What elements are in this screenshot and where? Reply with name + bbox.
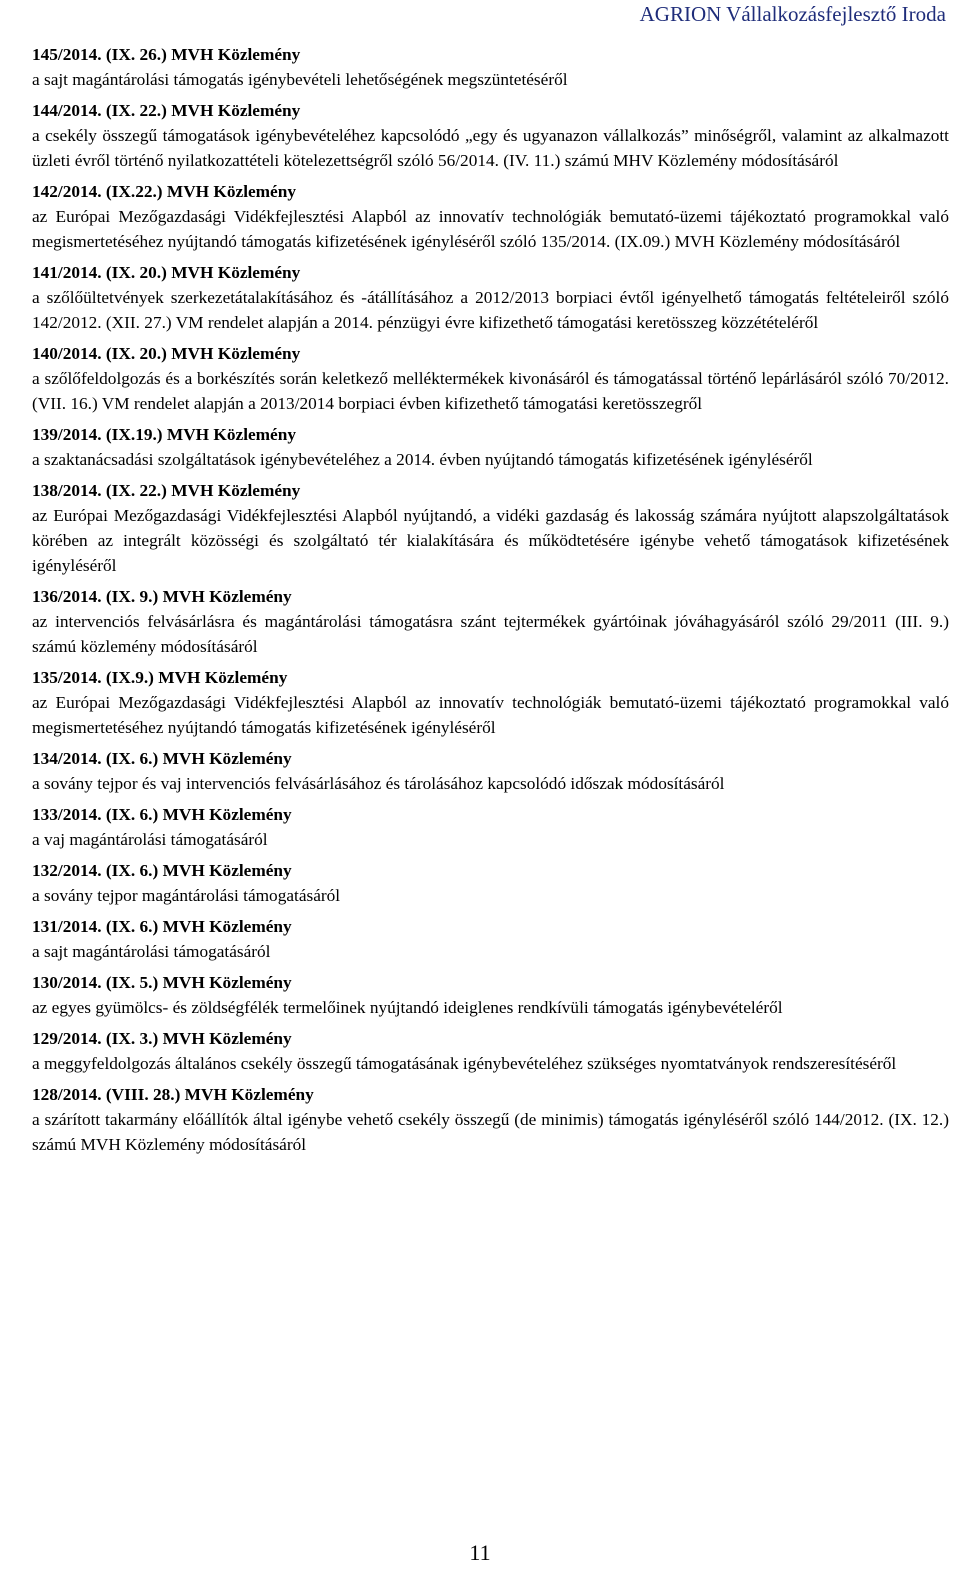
announcement-entry [32,478,949,578]
announcement-title: 130/2014. (IX. 5.) MVH Közlemény [32,973,292,992]
announcement-description: a vaj magántárolási támogatásáról [32,830,268,849]
announcement-description: a sajt magántárolási támogatásáról [32,942,271,961]
announcement-title: 144/2014. (IX. 22.) MVH Közlemény [32,101,301,120]
announcement-entry [32,746,949,796]
announcement-title: 136/2014. (IX. 9.) MVH Közlemény [32,587,292,606]
announcement-title: 142/2014. (IX.22.) MVH Közlemény [32,182,296,201]
announcement-description: a meggyfeldolgozás általános csekély összegű támogatásának igénybevételéhez szükséges nyomtatványok rendszeresítéséről [32,1054,897,1073]
announcement-entry [32,42,949,92]
announcement-title: 134/2014. (IX. 6.) MVH Közlemény [32,749,292,768]
announcement-description: az Európai Mezőgazdasági Vidékfejlesztési Alapból az innovatív technológiák bemutató-üzemi tájékoztató programokkal való megismertetéséhez nyújtandó támogatás kifizetésének igényléséről szóló 135/2014. (IX.09.) MVH Közlemény módosításáról [32,207,949,251]
announcement-title: 138/2014. (IX. 22.) MVH Közlemény [32,481,301,500]
announcement-entry [32,341,949,416]
announcement-entry [32,179,949,254]
announcement-list [32,42,949,1163]
announcement-description: a szőlőfeldolgozás és a borkészítés során keletkező melléktermékek kivonásáról és támogatással történő lepárlásáról szóló 70/2012. (VII. 16.) VM rendelet alapján a 2013/2014 borpiaci évben kifizethető támogatási keretösszegről [32,369,949,413]
announcement-title: 135/2014. (IX.9.) MVH Közlemény [32,668,288,687]
announcement-description: az intervenciós felvásárlásra és magántárolási támogatásra szánt tejtermékek gyártóinak jóváhagyásáról szóló 29/2011 (III. 9.) számú közlemény módosításáról [32,612,949,656]
announcement-description: a szőlőültetvények szerkezetátalakításához és -átállításához a 2012/2013 borpiaci évtől igényelhető támogatás feltételeiről szóló 142/2012. (XII. 27.) VM rendelet alapján a 2014. pénzügyi évre kifizethető támogatási keretösszeg közzétételéről [32,288,949,332]
announcement-title: 131/2014. (IX. 6.) MVH Közlemény [32,917,292,936]
announcement-entry [32,584,949,659]
announcement-description: a szárított takarmány előállítók által igénybe vehető csekély összegű (de minimis) támogatás igényléséről szóló 144/2012. (IX. 12.) számú MVH Közlemény módosításáról [32,1110,949,1154]
announcement-description: az Európai Mezőgazdasági Vidékfejlesztési Alapból nyújtandó, a vidéki gazdaság és lakosság számára nyújtott alapszolgáltatások körében az integrált közösségi és szolgáltató tér kialakítására és működtetésére igénybe vehető támogatások kifizetésének igényléséről [32,506,949,575]
announcement-entry [32,260,949,335]
page-number: 11 [469,1540,491,1565]
announcement-title: 141/2014. (IX. 20.) MVH Közlemény [32,263,301,282]
announcement-entry [32,98,949,173]
announcement-description: a sovány tejpor és vaj intervenciós felvásárlásához és tárolásához kapcsolódó időszak módosításáról [32,774,725,793]
page-header-title: AGRION Vállalkozásfejlesztő Iroda [639,2,946,26]
announcement-description: a sovány tejpor magántárolási támogatásáról [32,886,341,905]
announcement-description: a szaktanácsadási szolgáltatások igénybevételéhez a 2014. évben nyújtandó támogatás kifizetésének igényléséről [32,450,813,469]
announcement-description: a sajt magántárolási támogatás igénybevételi lehetőségének megszüntetéséről [32,70,568,89]
announcement-description: az Európai Mezőgazdasági Vidékfejlesztési Alapból az innovatív technológiák bemutató-üzemi tájékoztató programokkal való megismertetéséhez nyújtandó támogatás kifizetésének igényléséről [32,693,949,737]
announcement-title: 140/2014. (IX. 20.) MVH Közlemény [32,344,301,363]
announcement-title: 145/2014. (IX. 26.) MVH Közlemény [32,45,301,64]
announcement-title: 132/2014. (IX. 6.) MVH Közlemény [32,861,292,880]
announcement-title: 133/2014. (IX. 6.) MVH Közlemény [32,805,292,824]
announcement-entry [32,970,949,1020]
announcement-entry [32,802,949,852]
announcement-entry [32,1026,949,1076]
announcement-entry [32,914,949,964]
announcement-entry [32,858,949,908]
announcement-title: 128/2014. (VIII. 28.) MVH Közlemény [32,1085,314,1104]
announcement-entry [32,422,949,472]
announcement-title: 139/2014. (IX.19.) MVH Közlemény [32,425,296,444]
announcement-title: 129/2014. (IX. 3.) MVH Közlemény [32,1029,292,1048]
announcement-entry [32,1082,949,1157]
announcement-entry [32,665,949,740]
announcement-description: a csekély összegű támogatások igénybevételéhez kapcsolódó „egy és ugyanazon vállalkozás” minőségről, valamint az alkalmazott üzleti évről történő nyilatkozattételi kötelezettségről szóló 56/2014. (IV. 11.) számú MHV Közlemény módosításáról [32,126,949,170]
announcement-description: az egyes gyümölcs- és zöldségfélék termelőinek nyújtandó ideiglenes rendkívüli támogatás igénybevételéről [32,998,783,1017]
